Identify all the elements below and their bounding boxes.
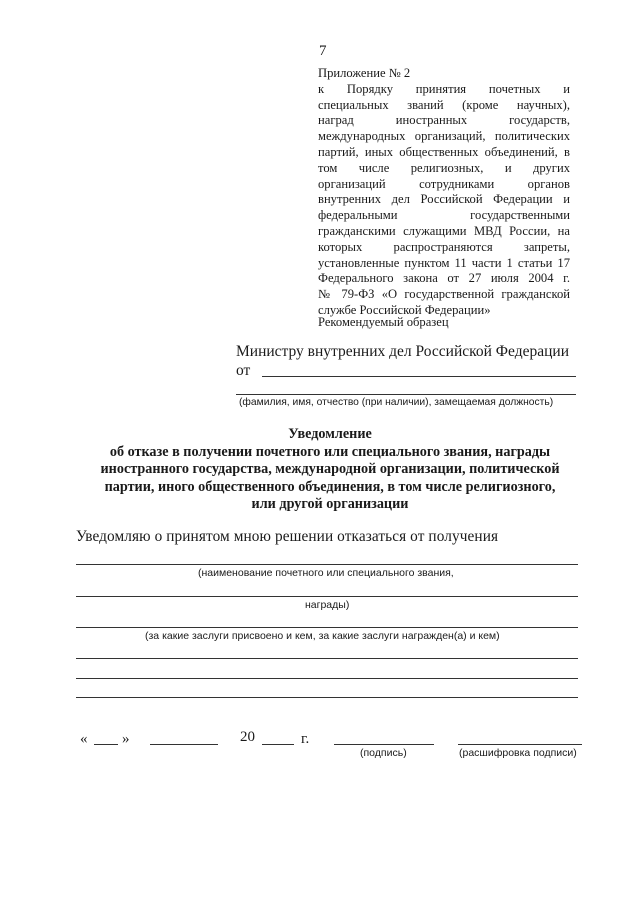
extra-blank-line bbox=[76, 697, 578, 698]
day-blank-line bbox=[94, 744, 118, 745]
appendix-line: специальных званий (кроме научных), bbox=[318, 97, 570, 112]
appendix-header bbox=[318, 66, 570, 319]
date-close-quote: » bbox=[122, 731, 130, 747]
title-line: об отказе в получении почетного или специального звания, награды bbox=[109, 443, 551, 460]
name-position-hint: (фамилия, имя, отчество (при наличии), замещаемая должность) bbox=[239, 397, 554, 408]
recommended-sample-label: Рекомендуемый образец bbox=[318, 315, 449, 329]
appendix-line: Приложение № 2 bbox=[318, 66, 411, 80]
appendix-line: организаций сотрудниками органов bbox=[318, 176, 570, 191]
statement-text: Уведомляю о принятом мною решении отказаться от получения bbox=[76, 528, 499, 545]
award-blank-line bbox=[76, 596, 578, 597]
signature-decode-hint: (расшифровка подписи) bbox=[459, 747, 577, 759]
appendix-line: Федерального закона от 27 июля 2004 г. bbox=[318, 271, 570, 286]
year-blank-line bbox=[262, 744, 294, 745]
appendix-line: которых распространяются запреты, bbox=[318, 239, 570, 254]
appendix-line: гражданскими служащими МВД России, на bbox=[318, 223, 570, 238]
appendix-line: партий, иных общественных объединений, в bbox=[318, 144, 570, 159]
appendix-line: № 79-ФЗ «О государственной гражданской bbox=[318, 287, 570, 302]
title-hint: (наименование почетного или специального звания, bbox=[198, 567, 454, 579]
appendix-line: федеральными государственными bbox=[318, 208, 570, 223]
appendix-line: к Порядку принятия почетных и bbox=[318, 81, 570, 96]
name-blank-line bbox=[236, 394, 576, 395]
page-number: 7 bbox=[319, 43, 327, 59]
merit-blank-line bbox=[76, 627, 578, 628]
date-century: 20 bbox=[240, 729, 255, 745]
date-open-quote: « bbox=[80, 731, 88, 747]
appendix-line: наград иностранных государств, bbox=[318, 113, 570, 128]
appendix-line: внутренних дел Российской Федерации и bbox=[318, 192, 570, 207]
appendix-line: установленные пунктом 11 части 1 статьи 17 bbox=[318, 255, 570, 270]
title-heading: Уведомление bbox=[288, 426, 372, 442]
title-line: или другой организации bbox=[251, 496, 409, 513]
month-blank-line bbox=[150, 744, 218, 745]
document-title bbox=[60, 426, 600, 514]
merit-hint: (за какие заслуги присвоено и кем, за какие заслуги награжден(а) и кем) bbox=[145, 630, 500, 642]
title-line: иностранного государства, международной организации, политической bbox=[100, 461, 560, 478]
date-year-suffix: г. bbox=[301, 731, 310, 747]
from-blank-line bbox=[262, 376, 576, 377]
addressee: Министру внутренних дел Российской Федерации bbox=[236, 343, 569, 360]
appendix-line: службе Российской Федерации» bbox=[318, 302, 491, 317]
from-label: от bbox=[236, 362, 251, 379]
appendix-line: том числе религиозных, и других bbox=[318, 160, 570, 175]
appendix-line: международных организаций, политических bbox=[318, 129, 570, 144]
extra-blank-line bbox=[76, 678, 578, 679]
signature-hint: (подпись) bbox=[360, 747, 407, 759]
award-hint: награды) bbox=[305, 599, 350, 611]
extra-blank-line bbox=[76, 658, 578, 659]
title-line: партии, иного общественного объединения, в том числе религиозного, bbox=[104, 478, 556, 495]
title-blank-line bbox=[76, 564, 578, 565]
signature-blank-line bbox=[334, 744, 434, 745]
signature-decode-blank-line bbox=[458, 744, 582, 745]
